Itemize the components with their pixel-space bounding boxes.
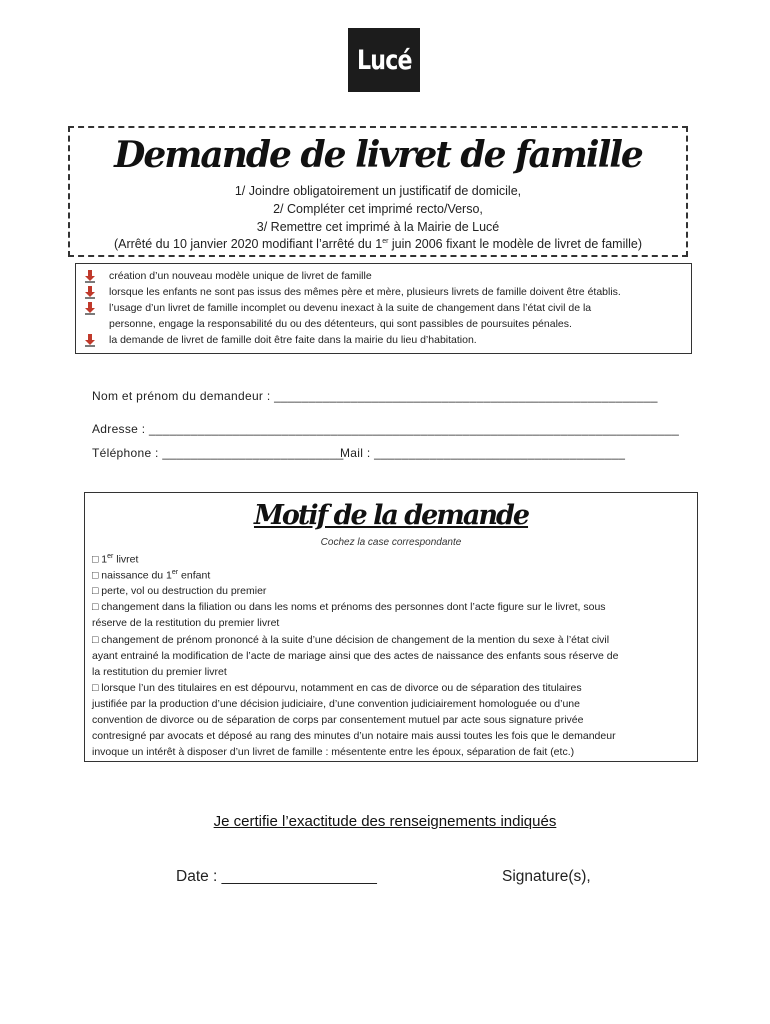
arrow-down-icon [84,302,96,315]
option-filiation-change[interactable] [92,601,606,613]
option-text: changement dans la filiation ou dans les noms et prénoms des personnes dont l’acte figure sur le livret, sous [98,601,606,613]
address-field[interactable] [92,422,679,436]
note-item: lorsque les enfants ne sont pas issus des mêmes père et mère, plusieurs livrets de famille doivent être établis. [109,286,621,298]
option-loss[interactable] [92,585,266,597]
instruction-line: 3/ Remettre cet imprimé à la Mairie de Lucé [256,220,500,234]
phone-field[interactable] [92,446,344,460]
option-text: naissance du 1 [98,569,172,582]
arrow-down-icon [84,286,96,299]
option-text-continuation: invoque un intérêt à disposer d’un livret de famille : mésentente entre les époux, séparation de fait (etc.) [92,746,575,758]
arrow-down-icon [84,270,96,283]
decree-text: (Arrêté du 10 janvier 2020 modifiant l’arrêté du 1 [113,237,383,251]
checkbox[interactable]: □ [92,553,99,566]
mail-label: Mail : [340,446,375,460]
option-text: enfant [178,569,211,582]
luce-logo [348,28,420,92]
checkbox[interactable]: □ [92,585,99,597]
name-blank[interactable]: _______________________________________________________ [274,389,658,403]
note-item: création d’un nouveau modèle unique de livret de famille [109,270,372,282]
option-sup: er [107,553,114,560]
logo-text: Lucé [356,44,412,76]
note-item: l’usage d’un livret de famille incomplet ou devenu inexact à la suite de changement dans l’état civil de la [109,302,592,314]
option-text: lorsque l’un des titulaires en est dépourvu, notamment en cas de divorce ou de séparation des titulaires [98,682,582,694]
name-field[interactable] [92,389,658,403]
date-field[interactable] [176,868,377,886]
note-item: la demande de livret de famille doit être faite dans la mairie du lieu d’habitation. [109,334,477,346]
option-text-continuation: justifiée par la production d’une décision judiciaire, d’une convention judiciairement homologuée ou d’une [92,698,580,710]
decree-text: juin 2006 fixant le modèle de livret de famille) [388,237,643,251]
certification-statement: Je certifie l’exactitude des renseignements indiqués [213,813,557,830]
note-item-continuation: personne, engage la responsabilité du ou des détenteurs, qui sont passibles de poursuites pénales. [109,318,572,330]
checkbox[interactable]: □ [92,569,99,582]
decree-reference [68,237,688,251]
motif-title: Motif de la demande [253,500,529,531]
decree-sup: er [382,237,389,245]
phone-label: Téléphone : [92,446,163,460]
checkbox[interactable]: □ [92,634,99,646]
name-label: Nom et prénom du demandeur : [92,389,275,403]
option-text-continuation: ayant entrainé la modification de l’acte de mariage ainsi que des actes de naissance des enfants sous réserve de [92,650,619,662]
address-label: Adresse : [92,422,150,436]
option-text-continuation: contresigné par avocats et déposé au rang des minutes d’un notaire mais aussi toutes les fois que le demandeur [92,730,616,742]
option-text: livret [113,553,139,566]
date-blank[interactable]: __________________ [221,868,377,885]
instruction-line: 2/ Compléter cet imprimé recto/Verso, [273,202,483,216]
arrow-down-icon [84,334,96,347]
instruction-line: 1/ Joindre obligatoirement un justificatif de domicile, [234,184,522,198]
option-first-name-change[interactable] [92,634,609,646]
checkbox[interactable]: □ [92,682,99,694]
option-text-continuation: la restitution du premier livret [92,666,227,678]
option-first-booklet[interactable] [92,553,138,566]
option-text-continuation: convention de divorce ou de séparation de corps par consentement mutuel par acte sous signature privée [92,714,584,726]
address-blank[interactable]: ____________________________________________________________________________ [149,422,680,436]
date-label: Date : [176,868,222,885]
checkbox[interactable]: □ [92,601,99,613]
option-holder-without[interactable] [92,682,582,694]
mail-blank[interactable]: ____________________________________ [374,446,626,460]
signature-label: Signature(s), [502,868,591,885]
option-text-continuation: réserve de la restitution du premier livret [92,617,280,629]
phone-blank[interactable]: __________________________ [162,446,344,460]
mail-field[interactable] [340,446,625,460]
option-text: perte, vol ou destruction du premier [98,585,267,597]
option-first-child[interactable] [92,569,210,582]
motif-subtitle: Cochez la case correspondante [320,537,462,548]
page-title: Demande de livret de famille [114,134,642,176]
option-sup: er [171,569,179,576]
option-text: 1 [98,553,108,566]
option-text: changement de prénom prononcé à la suite d’une décision de changement de la mention du sexe à l’état civil [98,634,610,646]
